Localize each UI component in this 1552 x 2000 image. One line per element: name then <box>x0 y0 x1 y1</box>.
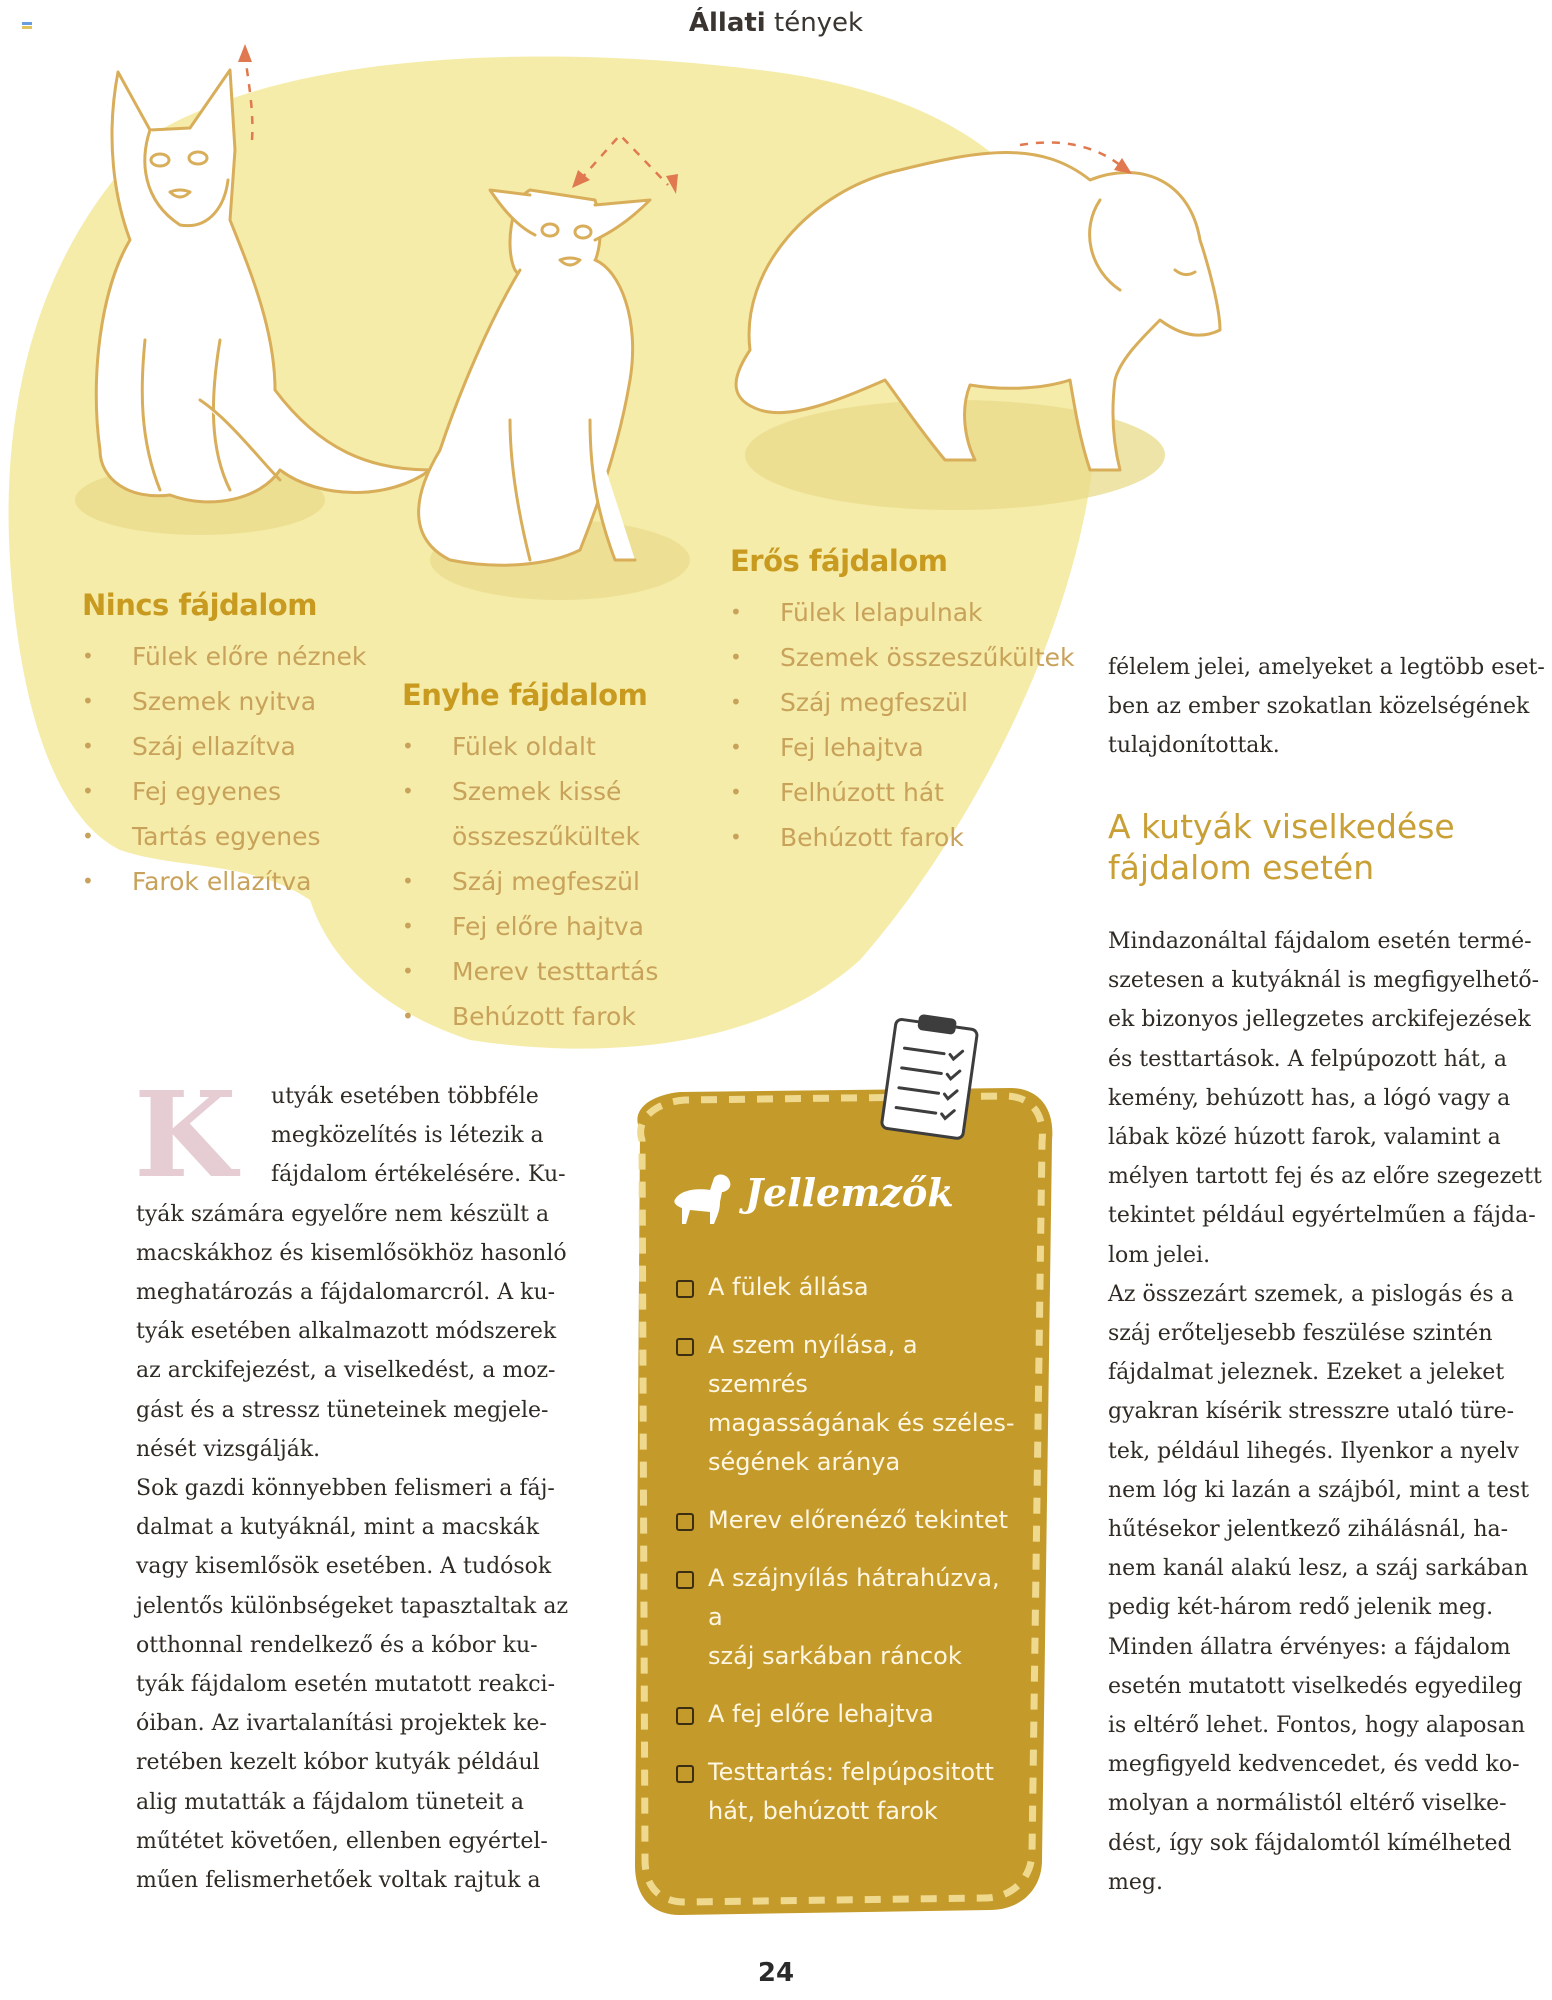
text-line: tek, például lihegés. Ilyenkor a nyelv <box>1108 1438 1519 1464</box>
text-line: retében kezelt kóbor kutyák például <box>136 1750 540 1776</box>
checklist-line: A szem nyílása, a szemrés <box>708 1331 918 1398</box>
checklist-line: ségének aránya <box>708 1448 901 1476</box>
list-item: • Szemek összeszűkültek <box>730 635 1075 680</box>
list-item: • Merev testtartás <box>402 949 658 994</box>
text-line: nését vizsgálják. <box>136 1436 321 1462</box>
checklist-line: Testtartás: felpúpositott <box>708 1758 994 1786</box>
list-item: • Fej előre hajtva <box>402 904 658 949</box>
text-line: Sok gazdi könnyebben felismeri a fáj- <box>136 1476 555 1502</box>
checkbox-icon <box>676 1707 694 1725</box>
text-line: utyák esetében többféle <box>271 1084 539 1109</box>
text-line: műen felismerhetőek voltak rajtuk a <box>136 1868 541 1894</box>
severe-pain-heading: Erős fájdalom <box>730 544 948 578</box>
list-item: összeszűkültek <box>452 822 641 851</box>
text-line: vagy kisemlősök esetében. A tudósok <box>136 1554 552 1580</box>
checklist-line: magasságának és széles- <box>708 1409 1015 1437</box>
list-item: • Száj megfeszül <box>402 859 658 904</box>
checklist-item <box>676 1326 1016 1482</box>
checklist-line: A fülek állása <box>708 1273 869 1301</box>
text-line: tyák fájdalom esetén mutatott reakci- <box>136 1672 555 1698</box>
list-item: • Tartás egyenes <box>82 814 366 859</box>
checklist-line: Merev előrenéző tekintet <box>708 1506 1009 1534</box>
text-line: tekintet például egyértelműen a fájda- <box>1108 1203 1536 1229</box>
text-line: gyakran kísérik stresszre utaló türe- <box>1108 1399 1515 1425</box>
checklist-line: hát, behúzott farok <box>708 1797 938 1825</box>
mild-pain-heading: Enyhe fájdalom <box>402 678 648 712</box>
section-title <box>1108 806 1548 888</box>
mild-pain-list <box>402 724 658 1039</box>
section-title-line: A kutyák viselkedése <box>1108 807 1455 846</box>
text-line: dést, így sok fájdalomtól kímélheted <box>1108 1830 1512 1856</box>
text-line: gást és a stressz tüneteinek megjele- <box>136 1397 549 1423</box>
text-line: molyan a normálistól eltérő viselke- <box>1108 1791 1507 1817</box>
text-line: nem kanál alakú lesz, a száj sarkában <box>1108 1556 1529 1582</box>
checkbox-icon <box>676 1765 694 1783</box>
characteristics-list <box>676 1268 1016 1850</box>
list-item: • Fej egyenes <box>82 769 366 814</box>
checklist-item <box>676 1753 1016 1831</box>
text-line: Az összezárt szemek, a pislogás és a <box>1108 1281 1514 1307</box>
text-line: műtétet követően, ellenben egyértel- <box>136 1828 548 1854</box>
text-line: kemény, behúzott has, a lógó vagy a <box>1108 1085 1511 1111</box>
text-line: megfigyeld kedvencedet, és vedd ko- <box>1108 1752 1520 1778</box>
text-line: pedig két-három redő jelenik meg. <box>1108 1595 1494 1621</box>
list-item: • Szemek kissé <box>402 769 658 814</box>
text-line: fájdalom értékelésére. Ku- <box>271 1162 566 1188</box>
text-line: Minden állatra érvényes: a fájdalom <box>1108 1634 1511 1660</box>
list-item: • Farok ellazítva <box>82 859 366 904</box>
checklist-item <box>676 1695 1016 1734</box>
checklist-line: A szájnyílás hátrahúzva, a <box>708 1564 1000 1631</box>
text-line: otthonnal rendelkező és a kóbor ku- <box>136 1632 538 1658</box>
checklist-item <box>676 1268 1016 1307</box>
text-line: tulajdonítottak. <box>1108 733 1280 759</box>
checkbox-icon <box>676 1513 694 1531</box>
text-line: Mindazonáltal fájdalom esetén termé- <box>1108 929 1532 954</box>
page-number: 24 <box>757 1958 795 1988</box>
header-title-bold: Állati <box>688 8 766 38</box>
list-item: • Fej lehajtva <box>730 725 1075 770</box>
text-line: meghatározás a fájdalomarcról. A ku- <box>136 1280 556 1306</box>
drop-cap: K <box>134 1065 237 1204</box>
left-text-column <box>134 1065 576 1900</box>
list-item: • Fülek oldalt <box>402 724 658 769</box>
text-line: dalmat a kutyáknál, mint a macskák <box>136 1515 540 1541</box>
text-line: száj erőteljesebb feszülése szintén <box>1108 1321 1493 1347</box>
text-line: tyák számára egyelőre nem készült a <box>136 1201 550 1227</box>
text-line: nem lóg ki lazán a szájból, mint a test <box>1108 1477 1530 1503</box>
checkbox-icon <box>676 1338 694 1356</box>
list-item: • Száj megfeszül <box>730 680 1075 725</box>
text-line: tyák esetében alkalmazott módszerek <box>136 1319 557 1345</box>
dog-icon <box>670 1168 736 1228</box>
text-line: jelentős különbségeket tapasztaltak az <box>136 1593 569 1619</box>
checklist-item <box>676 1501 1016 1540</box>
right-intro-text <box>1108 648 1548 766</box>
list-item: • Fülek lelapulnak <box>730 590 1075 635</box>
checklist-item <box>676 1559 1016 1676</box>
text-line: is eltérő lehet. Fontos, hogy alaposan <box>1108 1713 1525 1739</box>
characteristics-title: Jellemzők <box>745 1170 954 1215</box>
list-item: • Behúzott farok <box>402 994 658 1039</box>
text-line: alig mutatták a fájdalom tüneteit a <box>136 1789 524 1815</box>
list-item: • Szemek nyitva <box>82 679 366 724</box>
no-pain-heading: Nincs fájdalom <box>82 588 317 622</box>
text-line: fájdalmat jeleznek. Ezeket a jeleket <box>1108 1360 1505 1386</box>
no-pain-list <box>82 634 366 904</box>
text-line: félelem jelei, amelyeket a legtöbb eset- <box>1108 655 1545 680</box>
text-line: macskákhoz és kisemlősökhöz hasonló <box>136 1240 567 1266</box>
clipboard-icon <box>870 1012 990 1152</box>
text-line: lom jelei. <box>1108 1242 1211 1268</box>
text-line: mélyen tartott fej és az előre szegezett <box>1108 1164 1542 1190</box>
text-line: és testtartások. A felpúpozott hát, a <box>1108 1046 1507 1072</box>
list-item: • Felhúzott hát <box>730 770 1075 815</box>
checklist-line: száj sarkában ráncok <box>708 1642 962 1670</box>
text-line: megközelítés is létezik a <box>271 1123 544 1149</box>
checkbox-icon <box>676 1280 694 1298</box>
text-line: lábak közé húzott farok, valamint a <box>1108 1125 1501 1151</box>
text-line: hűtésekor jelentkező zihálásnál, ha- <box>1108 1517 1509 1543</box>
severe-pain-list <box>730 590 1075 860</box>
list-item: • Behúzott farok <box>730 815 1075 860</box>
list-item: • Száj ellazítva <box>82 724 366 769</box>
text-line: meg. <box>1108 1869 1163 1895</box>
section-title-line: fájdalom esetén <box>1108 848 1375 887</box>
page-header <box>0 8 1552 38</box>
checklist-line: A fej előre lehajtva <box>708 1700 934 1728</box>
text-line: ek bizonyos jellegzetes arckifejezések <box>1108 1007 1531 1033</box>
text-line: az arckifejezést, a viselkedést, a moz- <box>136 1358 556 1384</box>
list-item: • Fülek előre néznek <box>82 634 366 679</box>
header-title-rest: tények <box>765 8 864 38</box>
text-line: esetén mutatott viselkedés egyedileg <box>1108 1673 1523 1699</box>
checkbox-icon <box>676 1571 694 1589</box>
text-line: óiban. Az ivartalanítási projektek ke- <box>136 1711 547 1737</box>
text-line: ben az ember szokatlan közelségének <box>1108 694 1530 720</box>
text-line: szetesen a kutyáknál is megfigyelhető- <box>1108 968 1540 994</box>
right-text-column <box>1108 922 1548 1902</box>
